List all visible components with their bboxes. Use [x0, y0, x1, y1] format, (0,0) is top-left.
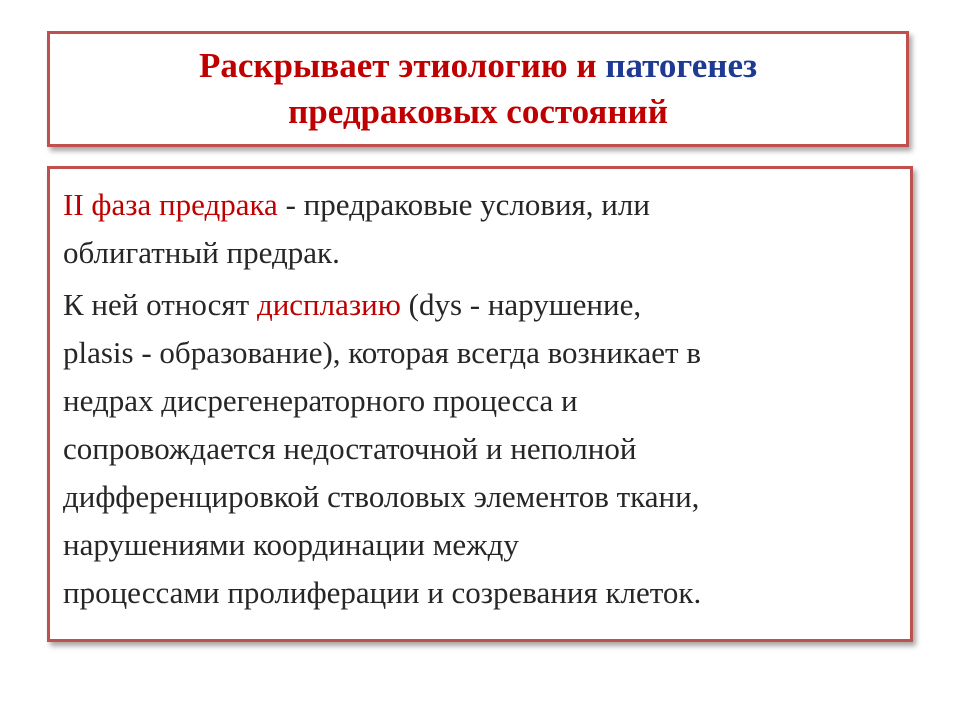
slide-title-line-2: предраковых состояний — [288, 92, 668, 131]
paragraph-2-line-1 — [63, 281, 910, 329]
paragraph-1-line-1 — [63, 181, 910, 229]
slide-title-box — [47, 31, 909, 147]
phase-definition-text: - предраковые условия, или — [277, 187, 650, 222]
paragraph-2-line-4: сопровождается недостаточной и неполной — [63, 431, 637, 466]
paragraph-2-line-6: нарушениями координации между — [63, 527, 519, 562]
dysplasia-etymology-text: (dys - нарушение, — [400, 287, 642, 322]
paragraph-2-line-2: plasis - образование), которая всегда возникает в — [63, 335, 701, 370]
title-text-red: Раскрывает этиологию и — [198, 46, 606, 85]
dysplasia-highlight: дисплазию — [256, 287, 401, 322]
dysplasia-intro-text: К ней относят — [63, 287, 257, 322]
paragraph-1-line-2: облигатный предрак. — [63, 235, 340, 270]
paragraph-dysplasia — [63, 281, 910, 617]
paragraph-2-line-7: процессами пролиферации и созревания клеток. — [63, 575, 702, 610]
paragraph-2-line-3: недрах дисрегенераторного процесса и — [63, 383, 578, 418]
paragraph-2-line-5: дифференцировкой стволовых элементов ткани, — [63, 479, 700, 514]
slide-title-line-1 — [199, 43, 757, 89]
title-text-blue: патогенез — [605, 46, 758, 85]
slide-content-box — [47, 166, 913, 642]
paragraph-phase-definition — [63, 181, 910, 277]
phase-highlight: II фаза предрака — [63, 187, 278, 222]
